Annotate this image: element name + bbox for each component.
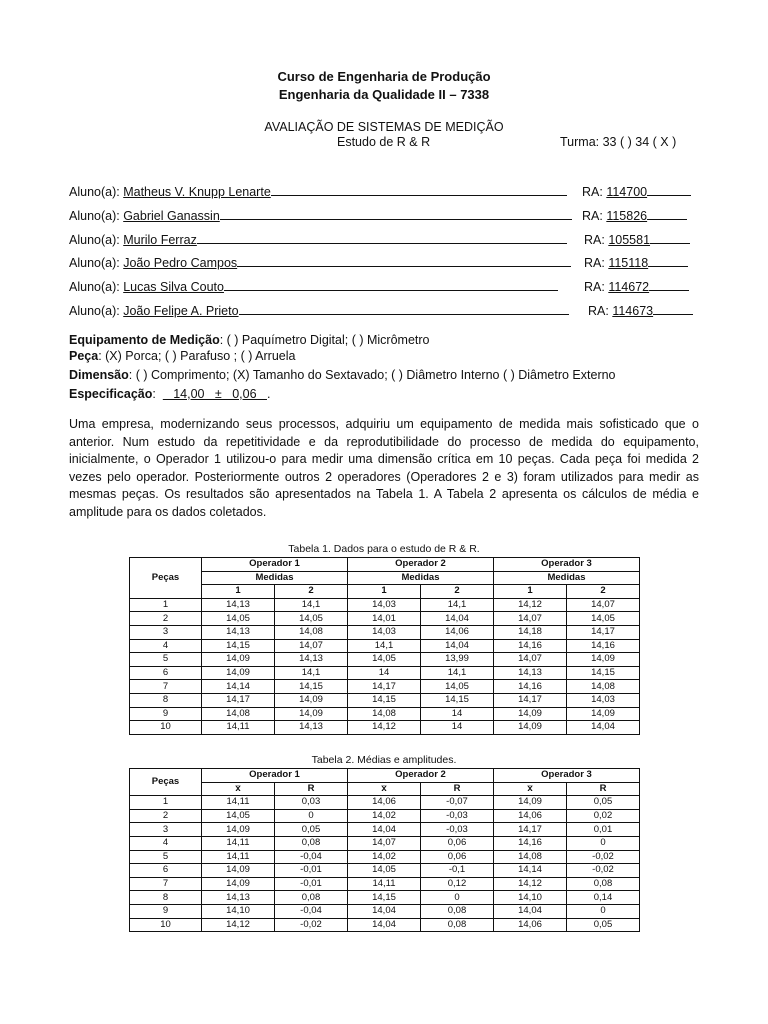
value-cell: 14,07 bbox=[494, 612, 567, 626]
value-cell: 0 bbox=[275, 809, 348, 823]
value-cell: 14,12 bbox=[348, 721, 421, 735]
value-cell: 14 bbox=[421, 707, 494, 721]
medidas-header: Medidas bbox=[494, 571, 640, 585]
piece-number-cell: 5 bbox=[130, 850, 202, 864]
operator-header: Operador 1 bbox=[202, 558, 348, 572]
student-name: João Pedro Campos bbox=[123, 256, 238, 270]
mean-header: x̅ bbox=[494, 782, 567, 796]
value-cell: 14,03 bbox=[348, 625, 421, 639]
specification-line: Especificação: 14,00 ± 0,06 . bbox=[69, 387, 271, 401]
table2 bbox=[129, 768, 640, 932]
table-row bbox=[130, 707, 640, 721]
value-cell: 14,14 bbox=[202, 680, 275, 694]
value-cell: -0,02 bbox=[567, 850, 640, 864]
piece-number-cell: 2 bbox=[130, 612, 202, 626]
value-cell: 14,11 bbox=[202, 796, 275, 810]
value-cell: 0,01 bbox=[567, 823, 640, 837]
turma-line: Turma: 33 ( ) 34 ( X ) bbox=[560, 135, 677, 149]
value-cell: 14,08 bbox=[202, 707, 275, 721]
piece-number-cell: 1 bbox=[130, 796, 202, 810]
value-cell: 14,11 bbox=[202, 721, 275, 735]
value-cell: 14,13 bbox=[202, 598, 275, 612]
piece-number-cell: 10 bbox=[130, 721, 202, 735]
student-row: Aluno(a): João Felipe A. Prieto bbox=[69, 302, 569, 318]
student-ra: RA: 115826 bbox=[582, 207, 687, 223]
table-row bbox=[130, 836, 640, 850]
student-ra: RA: 114700 bbox=[582, 183, 691, 199]
table-row bbox=[130, 612, 640, 626]
piece-number-cell: 7 bbox=[130, 877, 202, 891]
piece-number-cell: 7 bbox=[130, 680, 202, 694]
specification-value: 14,00 ± 0,06 bbox=[162, 387, 267, 401]
value-cell: -0,07 bbox=[421, 796, 494, 810]
value-cell: 14,10 bbox=[494, 891, 567, 905]
value-cell: 14,05 bbox=[348, 653, 421, 667]
value-cell: 0,08 bbox=[421, 918, 494, 932]
table-row bbox=[130, 625, 640, 639]
operator-header: Operador 2 bbox=[348, 769, 494, 783]
value-cell: 0,02 bbox=[567, 809, 640, 823]
value-cell: 14,18 bbox=[494, 625, 567, 639]
piece-number-cell: 3 bbox=[130, 823, 202, 837]
value-cell: -0,04 bbox=[275, 850, 348, 864]
value-cell: -0,1 bbox=[421, 864, 494, 878]
piece-number-cell: 3 bbox=[130, 625, 202, 639]
value-cell: 14,06 bbox=[348, 796, 421, 810]
value-cell: 14,15 bbox=[348, 693, 421, 707]
value-cell: 14,05 bbox=[348, 864, 421, 878]
table2-caption: Tabela 2. Médias e amplitudes. bbox=[311, 754, 457, 766]
value-cell: 14,02 bbox=[348, 850, 421, 864]
measure-number-header: 1 bbox=[348, 585, 421, 599]
value-cell: 14,04 bbox=[421, 639, 494, 653]
student-name: Murilo Ferraz bbox=[123, 233, 197, 247]
operator-header: Operador 1 bbox=[202, 769, 348, 783]
value-cell: 14,08 bbox=[275, 625, 348, 639]
value-cell: 14,04 bbox=[348, 823, 421, 837]
value-cell: -0,02 bbox=[567, 864, 640, 878]
table-row bbox=[130, 809, 640, 823]
student-row: Aluno(a): Matheus V. Knupp Lenarte bbox=[69, 183, 567, 199]
value-cell: -0,02 bbox=[275, 918, 348, 932]
value-cell: 0 bbox=[567, 836, 640, 850]
value-cell: 0,08 bbox=[421, 904, 494, 918]
value-cell: 14,04 bbox=[567, 721, 640, 735]
value-cell: 14,08 bbox=[348, 707, 421, 721]
value-cell: 14,09 bbox=[202, 823, 275, 837]
piece-number-cell: 6 bbox=[130, 666, 202, 680]
value-cell: 14,09 bbox=[567, 707, 640, 721]
measure-number-header: 2 bbox=[275, 585, 348, 599]
value-cell: 14,16 bbox=[494, 639, 567, 653]
value-cell: 14,05 bbox=[202, 612, 275, 626]
value-cell: 0,06 bbox=[421, 836, 494, 850]
piece-number-cell: 8 bbox=[130, 891, 202, 905]
table-row bbox=[130, 850, 640, 864]
table-row bbox=[130, 904, 640, 918]
student-row: Aluno(a): Murilo Ferraz bbox=[69, 231, 567, 247]
value-cell: 14,07 bbox=[567, 598, 640, 612]
value-cell: 14,12 bbox=[494, 598, 567, 612]
piece-number-cell: 8 bbox=[130, 693, 202, 707]
table1 bbox=[129, 557, 640, 735]
student-ra: RA: 114673 bbox=[588, 302, 693, 318]
equipment-line: Equipamento de Medição: ( ) Paquímetro Digital; ( ) Micrômetro bbox=[69, 333, 430, 347]
value-cell: 14,17 bbox=[202, 693, 275, 707]
value-cell: 14,14 bbox=[494, 864, 567, 878]
dimension-line: Dimensão: ( ) Comprimento; (X) Tamanho do Sextavado; ( ) Diâmetro Interno ( ) Diâmetro Externo bbox=[69, 368, 616, 382]
piece-number-cell: 1 bbox=[130, 598, 202, 612]
mean-header: x̅ bbox=[202, 782, 275, 796]
value-cell: 14,13 bbox=[202, 891, 275, 905]
piece-number-cell: 5 bbox=[130, 653, 202, 667]
value-cell: 14,1 bbox=[348, 639, 421, 653]
value-cell: 14,17 bbox=[567, 625, 640, 639]
value-cell: 14,05 bbox=[202, 809, 275, 823]
table-row bbox=[130, 639, 640, 653]
value-cell: 14,09 bbox=[275, 707, 348, 721]
table1-caption: Tabela 1. Dados para o estudo de R & R. bbox=[288, 543, 480, 555]
value-cell: 14,15 bbox=[421, 693, 494, 707]
value-cell: 14,07 bbox=[275, 639, 348, 653]
value-cell: 14 bbox=[421, 721, 494, 735]
student-name: João Felipe A. Prieto bbox=[123, 304, 239, 318]
value-cell: 0,08 bbox=[567, 877, 640, 891]
value-cell: 14,04 bbox=[421, 612, 494, 626]
range-header: R bbox=[275, 782, 348, 796]
value-cell: 13,99 bbox=[421, 653, 494, 667]
value-cell: 14,09 bbox=[567, 653, 640, 667]
table-row bbox=[130, 666, 640, 680]
table-row bbox=[130, 680, 640, 694]
table-row bbox=[130, 693, 640, 707]
table-row bbox=[130, 653, 640, 667]
value-cell: 14,15 bbox=[202, 639, 275, 653]
range-header: R bbox=[421, 782, 494, 796]
value-cell: 14,08 bbox=[567, 680, 640, 694]
measure-number-header: 2 bbox=[421, 585, 494, 599]
value-cell: 14,06 bbox=[421, 625, 494, 639]
student-row: Aluno(a): João Pedro Campos bbox=[69, 254, 571, 270]
measure-number-header: 1 bbox=[494, 585, 567, 599]
student-name: Matheus V. Knupp Lenarte bbox=[123, 185, 271, 199]
value-cell: 0,08 bbox=[275, 891, 348, 905]
value-cell: -0,04 bbox=[275, 904, 348, 918]
value-cell: 14,04 bbox=[494, 904, 567, 918]
value-cell: 14,04 bbox=[348, 904, 421, 918]
value-cell: 14,12 bbox=[494, 877, 567, 891]
value-cell: 14,05 bbox=[567, 612, 640, 626]
student-name: Lucas Silva Couto bbox=[123, 280, 224, 294]
value-cell: 14,11 bbox=[348, 877, 421, 891]
value-cell: 0 bbox=[567, 904, 640, 918]
piece-number-cell: 9 bbox=[130, 904, 202, 918]
medidas-header: Medidas bbox=[348, 571, 494, 585]
value-cell: 14,17 bbox=[494, 823, 567, 837]
operator-header: Operador 3 bbox=[494, 769, 640, 783]
value-cell: -0,01 bbox=[275, 864, 348, 878]
student-ra: RA: 115118 bbox=[584, 254, 688, 270]
piece-number-cell: 6 bbox=[130, 864, 202, 878]
value-cell: -0,03 bbox=[421, 809, 494, 823]
value-cell: 14,09 bbox=[202, 666, 275, 680]
value-cell: 14,1 bbox=[275, 666, 348, 680]
part-line: Peça: (X) Porca; ( ) Parafuso ; ( ) Arruela bbox=[69, 349, 296, 363]
value-cell: 0,05 bbox=[567, 918, 640, 932]
table-row bbox=[130, 598, 640, 612]
value-cell: 0,05 bbox=[275, 823, 348, 837]
value-cell: 14,09 bbox=[494, 721, 567, 735]
value-cell: 14,09 bbox=[494, 796, 567, 810]
value-cell: 14,11 bbox=[202, 850, 275, 864]
value-cell: 14,1 bbox=[421, 598, 494, 612]
student-row: Aluno(a): Gabriel Ganassin bbox=[69, 207, 572, 223]
table-row bbox=[130, 891, 640, 905]
value-cell: 14,15 bbox=[275, 680, 348, 694]
value-cell: 0 bbox=[421, 891, 494, 905]
measure-number-header: 2 bbox=[567, 585, 640, 599]
student-ra: RA: 105581 bbox=[584, 231, 690, 247]
value-cell: 14,03 bbox=[567, 693, 640, 707]
value-cell: 14,05 bbox=[421, 680, 494, 694]
value-cell: 14,09 bbox=[202, 864, 275, 878]
table-row bbox=[130, 796, 640, 810]
value-cell: 14,12 bbox=[202, 918, 275, 932]
operator-header: Operador 3 bbox=[494, 558, 640, 572]
value-cell: 14,13 bbox=[275, 653, 348, 667]
value-cell: 14,16 bbox=[567, 639, 640, 653]
pecas-header: Peças bbox=[130, 558, 202, 599]
medidas-header: Medidas bbox=[202, 571, 348, 585]
subject-title: Engenharia da Qualidade II – 7338 bbox=[278, 87, 490, 102]
student-row: Aluno(a): Lucas Silva Couto bbox=[69, 278, 558, 294]
value-cell: 14,16 bbox=[494, 680, 567, 694]
value-cell: -0,01 bbox=[275, 877, 348, 891]
value-cell: 14,13 bbox=[275, 721, 348, 735]
table-row bbox=[130, 864, 640, 878]
value-cell: 14,13 bbox=[494, 666, 567, 680]
piece-number-cell: 2 bbox=[130, 809, 202, 823]
table-row bbox=[130, 823, 640, 837]
measure-number-header: 1 bbox=[202, 585, 275, 599]
value-cell: 14,09 bbox=[202, 877, 275, 891]
value-cell: 0,06 bbox=[421, 850, 494, 864]
pecas-header: Peças bbox=[130, 769, 202, 796]
table-row bbox=[130, 918, 640, 932]
value-cell: 14,15 bbox=[567, 666, 640, 680]
value-cell: 14,10 bbox=[202, 904, 275, 918]
table-row bbox=[130, 721, 640, 735]
course-title: Curso de Engenharia de Produção bbox=[277, 69, 491, 84]
operator-header: Operador 2 bbox=[348, 558, 494, 572]
value-cell: 14,15 bbox=[348, 891, 421, 905]
value-cell: 14,06 bbox=[494, 809, 567, 823]
value-cell: 14,09 bbox=[275, 693, 348, 707]
value-cell: 14,17 bbox=[494, 693, 567, 707]
value-cell: 14,02 bbox=[348, 809, 421, 823]
piece-number-cell: 4 bbox=[130, 639, 202, 653]
value-cell: 14,16 bbox=[494, 836, 567, 850]
value-cell: 14,13 bbox=[202, 625, 275, 639]
value-cell: 14,09 bbox=[494, 707, 567, 721]
value-cell: 14,04 bbox=[348, 918, 421, 932]
value-cell: 14,05 bbox=[275, 612, 348, 626]
value-cell: 14,03 bbox=[348, 598, 421, 612]
value-cell: 14,08 bbox=[494, 850, 567, 864]
value-cell: 14,07 bbox=[494, 653, 567, 667]
piece-number-cell: 9 bbox=[130, 707, 202, 721]
value-cell: 14 bbox=[348, 666, 421, 680]
value-cell: 14,06 bbox=[494, 918, 567, 932]
value-cell: 0,14 bbox=[567, 891, 640, 905]
student-name: Gabriel Ganassin bbox=[123, 209, 220, 223]
student-ra: RA: 114672 bbox=[584, 278, 689, 294]
value-cell: -0,03 bbox=[421, 823, 494, 837]
value-cell: 14,1 bbox=[275, 598, 348, 612]
value-cell: 0,03 bbox=[275, 796, 348, 810]
study-subtitle: Estudo de R & R bbox=[337, 135, 431, 149]
value-cell: 0,08 bbox=[275, 836, 348, 850]
value-cell: 14,17 bbox=[348, 680, 421, 694]
value-cell: 0,12 bbox=[421, 877, 494, 891]
range-header: R bbox=[567, 782, 640, 796]
value-cell: 14,11 bbox=[202, 836, 275, 850]
problem-paragraph: Uma empresa, modernizando seus processos, adquiriu um equipamento de medida mais sofisticado que o anterior. Num estudo da repetitividade e da reprodutibilidade do processo de medida do equipamento, inicialmente, o Operador 1 utilizou-o para medir uma dimensão crítica em 10 peças. Cada peça foi medida 2 vezes pelo operador. Posteriormente outros 2 operadores (Operadores 2 e 3) foram utilizados para medir as mesmas peças. Os resultados são apresentados na Tabela 1. A Tabela 2 apresenta os cálculos de média e amplitude para os dados coletados. bbox=[69, 417, 699, 519]
table-row bbox=[130, 877, 640, 891]
value-cell: 14,01 bbox=[348, 612, 421, 626]
assessment-title: AVALIAÇÃO DE SISTEMAS DE MEDIÇÃO bbox=[264, 120, 504, 134]
value-cell: 0,05 bbox=[567, 796, 640, 810]
piece-number-cell: 4 bbox=[130, 836, 202, 850]
value-cell: 14,09 bbox=[202, 653, 275, 667]
piece-number-cell: 10 bbox=[130, 918, 202, 932]
value-cell: 14,07 bbox=[348, 836, 421, 850]
mean-header: x̅ bbox=[348, 782, 421, 796]
value-cell: 14,1 bbox=[421, 666, 494, 680]
